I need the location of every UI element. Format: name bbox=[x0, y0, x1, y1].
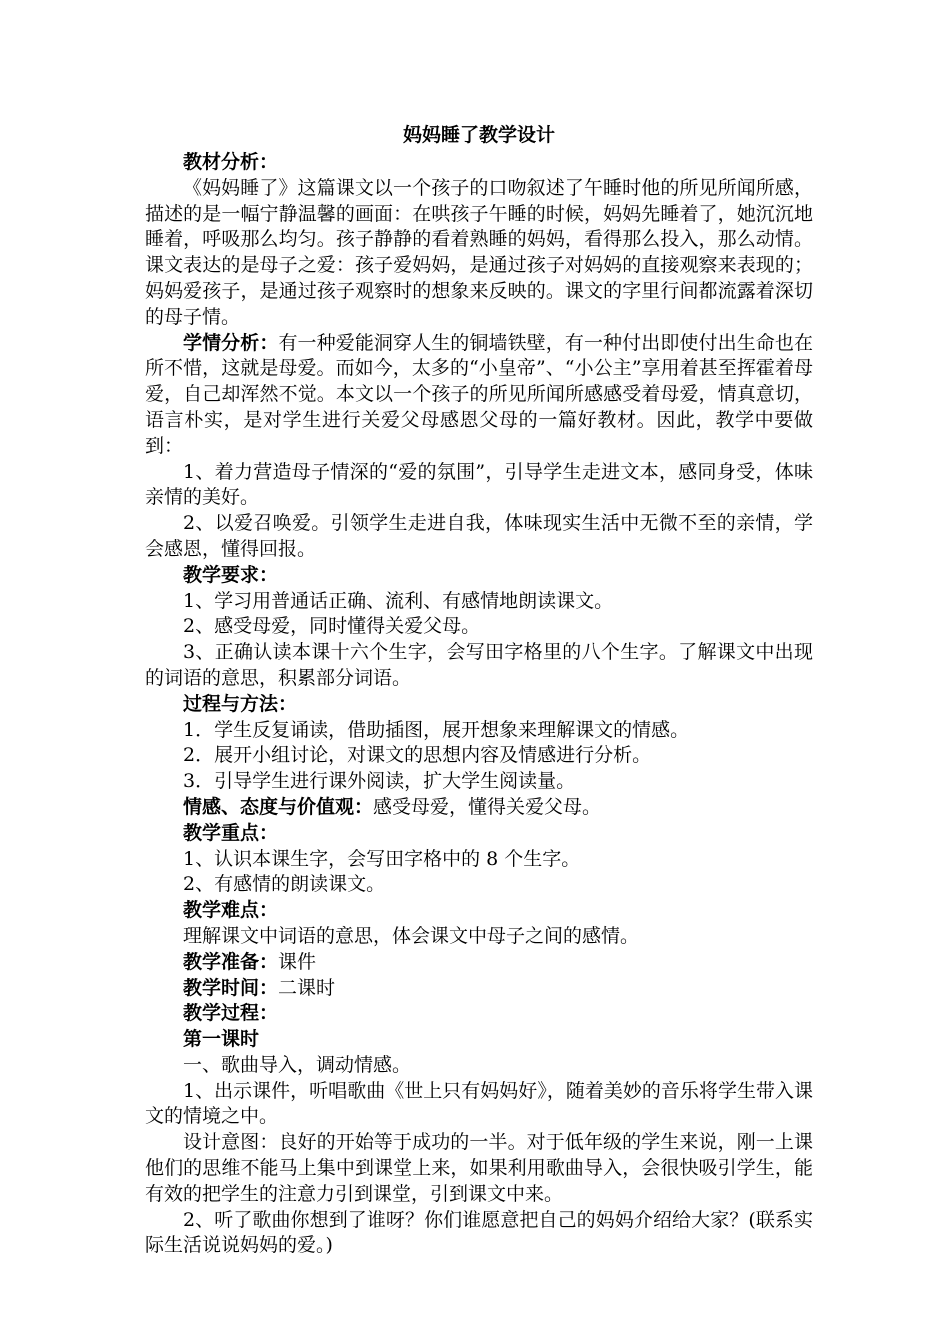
paragraph-heading: 教学准备： bbox=[183, 950, 279, 973]
paragraph-text: 3、正确认读本课十六个生字，会写田字格里的八个生字。了解课文中出现的词语的意思，积累部分词语。 bbox=[145, 641, 813, 689]
paragraph-text: 1、着力营造母子情深的“爱的氛围”，引导学生走进文本，感同身受，体味亲情的美好。 bbox=[145, 460, 813, 509]
paragraph-heading: 教学要求： bbox=[183, 563, 279, 586]
paragraph bbox=[145, 589, 813, 615]
paragraph-heading: 教学重点： bbox=[183, 821, 279, 844]
paragraph bbox=[145, 1001, 813, 1027]
paragraph-text: 1、认识本课生字，会写田字格中的 8 个生字。 bbox=[183, 847, 581, 870]
paragraph bbox=[145, 743, 813, 769]
paragraph bbox=[145, 460, 813, 512]
paragraph-text: 2、听了歌曲你想到了谁呀？你们谁愿意把自己的妈妈介绍给大家？(联系实际生活说说妈妈的爱。) bbox=[145, 1208, 813, 1257]
paragraph-text: 2．展开小组讨论，对课文的思想内容及情感进行分析。 bbox=[183, 744, 652, 767]
paragraph-text: 一、歌曲导入，调动情感。 bbox=[183, 1053, 412, 1076]
paragraph-text: 二课时 bbox=[278, 976, 336, 999]
paragraph-heading: 情感、态度与价值观： bbox=[183, 795, 374, 818]
paragraph bbox=[145, 976, 813, 1002]
paragraph bbox=[145, 331, 813, 460]
document-body bbox=[145, 122, 813, 1259]
paragraph bbox=[145, 640, 813, 692]
paragraph bbox=[145, 563, 813, 589]
paragraph bbox=[145, 950, 813, 976]
paragraph bbox=[145, 924, 813, 950]
paragraph bbox=[145, 1053, 813, 1079]
document-title: 妈妈睡了教学设计 bbox=[402, 124, 555, 146]
paragraph-text: 1．学生反复诵读，借助插图，展开想象来理解课文的情感。 bbox=[183, 718, 690, 741]
paragraph-text: 2、以爱召唤爱。引领学生走进自我，体味现实生活中无微不至的亲情，学会感恩，懂得回报。 bbox=[145, 512, 813, 560]
paragraph-heading: 过程与方法： bbox=[183, 692, 298, 715]
paragraph-text: 理解课文中词语的意思，体会课文中母子之间的感情。 bbox=[183, 924, 640, 947]
paragraph bbox=[145, 692, 813, 718]
paragraph bbox=[145, 614, 813, 640]
paragraph bbox=[145, 718, 813, 744]
paragraph-text: 2、有感情的朗读课文。 bbox=[183, 873, 386, 896]
paragraph bbox=[145, 1130, 813, 1207]
paragraph bbox=[145, 872, 813, 898]
paragraph-text: 《妈妈睡了》这篇课文以一个孩子的口吻叙述了午睡时他的所见所闻所感，描述的是一幅宁静温馨的画面：在哄孩子午睡的时候，妈妈先睡着了，她沉沉地睡着，呼吸那么均匀。孩子静静的看着熟睡的妈妈，看得那么投入，那么动情。课文表达的是母子之爱：孩子爱妈妈，是通过孩子对妈妈的直接观察来表现的；妈妈爱孩子，是通过孩子观察时的想象来反映的。课文的字里行间都流露着深切的母子情。 bbox=[145, 176, 813, 328]
paragraph-text: 设计意图：良好的开始等于成功的一半。对于低年级的学生来说，刚一上课他们的思维不能马上集中到课堂上来，如果利用歌曲导入，会很快吸引学生，能有效的把学生的注意力引到课堂，引到课文中来。 bbox=[145, 1131, 813, 1205]
paragraph-text: 有一种爱能洞穿人生的铜墙铁壁，有一种付出即使付出生命也在所不惜，这就是母爱。而如今，太多的“小皇帝”、“小公主”享用着甚至挥霍着母爱，自己却浑然不觉。本文以一个孩子的所见所闻所感感受着母爱，情真意切，语言朴实，是对学生进行关爱父母感恩父母的一篇好教材。因此，教学中要做到： bbox=[145, 331, 813, 457]
paragraph-heading: 教材分析： bbox=[183, 151, 279, 173]
paragraph-list bbox=[145, 150, 813, 1259]
paragraph bbox=[145, 795, 813, 821]
paragraph-heading: 第一课时 bbox=[183, 1028, 260, 1051]
paragraph-text: 感受母爱，懂得关爱父母。 bbox=[373, 795, 602, 818]
paragraph bbox=[145, 1079, 813, 1131]
paragraph bbox=[145, 769, 813, 795]
paragraph-heading: 学情分析： bbox=[183, 331, 279, 354]
paragraph bbox=[145, 150, 813, 176]
paragraph-text: 1、学习用普通话正确、流利、有感情地朗读课文。 bbox=[183, 589, 614, 612]
paragraph bbox=[145, 821, 813, 847]
paragraph-heading: 教学难点： bbox=[183, 899, 279, 922]
paragraph bbox=[145, 511, 813, 563]
paragraph-text: 课件 bbox=[278, 950, 317, 973]
paragraph bbox=[145, 1208, 813, 1260]
paragraph-text: 3．引导学生进行课外阅读，扩大学生阅读量。 bbox=[183, 770, 576, 793]
paragraph-heading: 教学过程： bbox=[183, 1002, 279, 1025]
paragraph bbox=[145, 898, 813, 924]
paragraph-heading: 教学时间： bbox=[183, 976, 279, 999]
paragraph-text: 1、出示课件，听唱歌曲《世上只有妈妈好》，随着美妙的音乐将学生带入课文的情境之中。 bbox=[145, 1079, 813, 1128]
paragraph bbox=[145, 1027, 813, 1053]
paragraph bbox=[145, 847, 813, 873]
paragraph-text: 2、感受母爱，同时懂得关爱父母。 bbox=[183, 615, 481, 638]
paragraph bbox=[145, 176, 813, 331]
